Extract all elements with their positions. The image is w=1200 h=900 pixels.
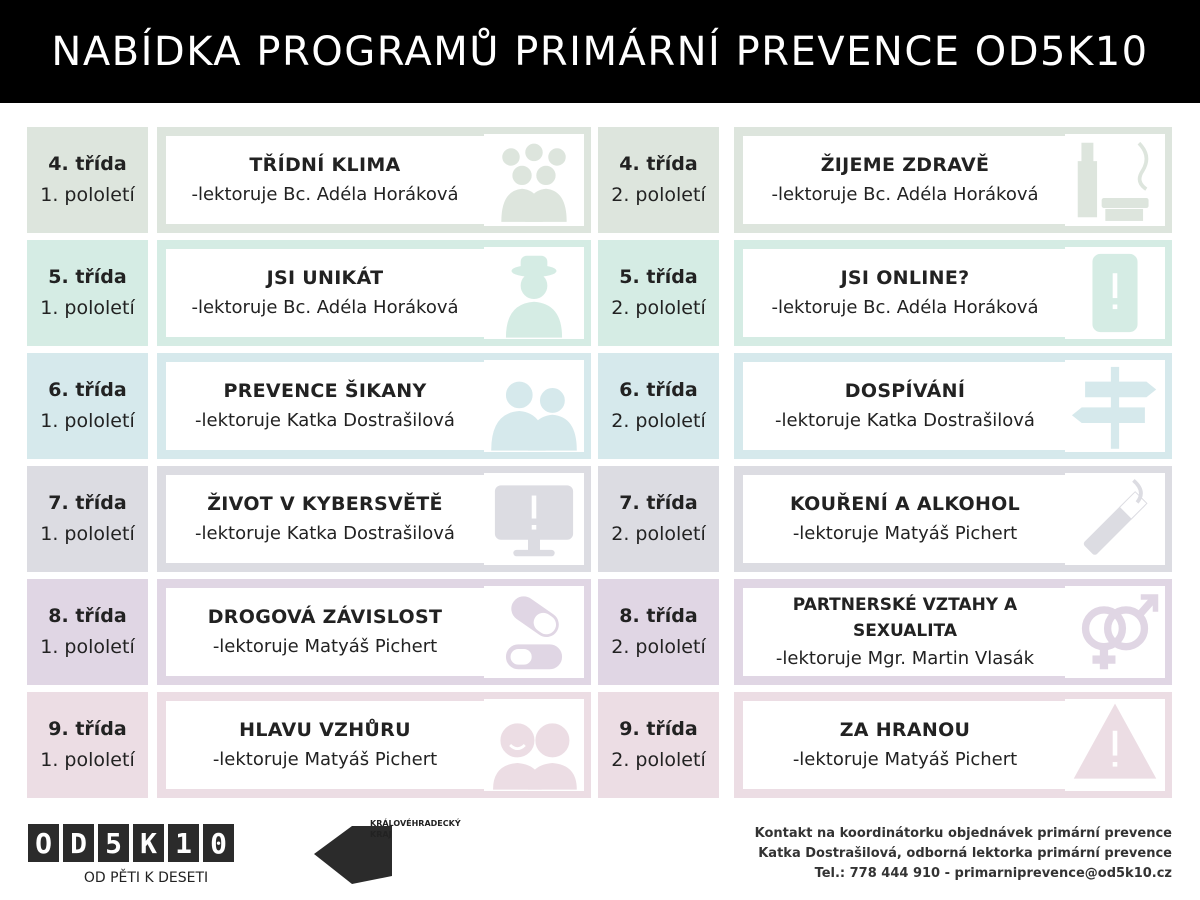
- grade-cell: [27, 466, 148, 572]
- contact-info: [755, 824, 1172, 884]
- program-lecturer: -lektoruje Bc. Adéla Horáková: [771, 184, 1039, 205]
- program-text: [166, 701, 484, 789]
- pills-icon: [488, 586, 580, 678]
- program-row: [27, 353, 591, 459]
- people-group-icon: [488, 134, 580, 226]
- logo-subtitle: OD PĚTI K DESETI: [83, 870, 209, 886]
- grade-cell: [27, 692, 148, 798]
- grade-cell: [598, 579, 719, 685]
- grade-cell: [598, 692, 719, 798]
- program-title: JSI UNIKÁT: [266, 267, 384, 289]
- program-title: PREVENCE ŠIKANY: [223, 380, 427, 402]
- grade-cell: [598, 127, 719, 233]
- grade-label: 7. třída: [619, 492, 698, 514]
- grade-label: 4. třída: [619, 153, 698, 175]
- program-row: [27, 579, 591, 685]
- warning-sign-icon: [1069, 699, 1161, 791]
- term-label: 1. pololetí: [40, 636, 135, 658]
- program-icon-box: [1065, 473, 1165, 565]
- program-icon-box: [1065, 586, 1165, 678]
- od5k10-logo: [28, 824, 264, 886]
- grade-label: 5. třída: [48, 266, 127, 288]
- program-icon-box: [1065, 699, 1165, 791]
- kraj-label: [370, 818, 461, 840]
- grade-cell: [27, 127, 148, 233]
- grade-cell: [27, 579, 148, 685]
- program-panel: [734, 579, 1172, 685]
- program-text: [743, 249, 1067, 337]
- term-label: 2. pololetí: [611, 297, 706, 319]
- grade-cell: [27, 353, 148, 459]
- program-row: [598, 127, 1172, 233]
- program-lecturer: -lektoruje Matyáš Pichert: [792, 749, 1018, 770]
- logo-letter: D: [63, 824, 94, 862]
- program-text: [743, 701, 1067, 789]
- program-panel: [734, 127, 1172, 233]
- program-icon-box: [1065, 134, 1165, 226]
- grade-label: 9. třída: [48, 718, 127, 740]
- program-panel: [157, 692, 591, 798]
- program-icon-box: [1065, 360, 1165, 452]
- grade-label: 5. třída: [619, 266, 698, 288]
- kraj-line1: KRÁLOVÉHRADECKÝ: [370, 819, 461, 828]
- program-icon-box: [484, 586, 584, 678]
- program-lecturer: -lektoruje Matyáš Pichert: [212, 636, 438, 657]
- logo-letter: O: [28, 824, 59, 862]
- program-row: [27, 240, 591, 346]
- program-row: [598, 466, 1172, 572]
- program-text: [166, 475, 484, 563]
- program-row: [27, 127, 591, 233]
- program-title: ŽIJEME ZDRAVĚ: [820, 154, 990, 176]
- program-row: [598, 692, 1172, 798]
- grade-label: 8. třída: [48, 605, 127, 627]
- program-panel: [734, 466, 1172, 572]
- program-icon-box: [484, 360, 584, 452]
- grade-label: 6. třída: [619, 379, 698, 401]
- person-hat-icon: [488, 247, 580, 339]
- contact-line2: Katka Dostrašilová, odborná lektorka primární prevence: [758, 846, 1172, 861]
- program-panel: [157, 127, 591, 233]
- program-text: [166, 249, 484, 337]
- term-label: 2. pololetí: [611, 636, 706, 658]
- program-title-line2: SEXUALITA: [853, 620, 957, 641]
- contact-line3: Tel.: 778 444 910 - primarniprevence@od5k10.cz: [814, 866, 1172, 881]
- program-text: [743, 588, 1067, 676]
- term-label: 2. pololetí: [611, 749, 706, 771]
- program-title: ZA HRANOU: [839, 719, 971, 741]
- grade-label: 8. třída: [619, 605, 698, 627]
- two-people-icon: [488, 360, 580, 452]
- program-panel: [734, 240, 1172, 346]
- program-title: KOUŘENÍ A ALKOHOL: [789, 493, 1021, 515]
- program-lecturer: -lektoruje Katka Dostrašilová: [775, 410, 1035, 431]
- program-text: [166, 362, 484, 450]
- program-icon-box: [484, 699, 584, 791]
- program-text: [743, 475, 1067, 563]
- program-lecturer: -lektoruje Matyáš Pichert: [792, 523, 1018, 544]
- program-row: [27, 692, 591, 798]
- program-text: [166, 588, 484, 676]
- program-panel: [157, 466, 591, 572]
- logo-letters: [28, 824, 264, 862]
- program-title: TŘÍDNÍ KLIMA: [249, 154, 401, 176]
- program-title: DROGOVÁ ZÁVISLOST: [207, 606, 443, 628]
- program-panel: [157, 579, 591, 685]
- logo-letter: 0: [203, 824, 234, 862]
- program-icon-box: [484, 473, 584, 565]
- contact-line1: Kontakt na koordinátorku objednávek primární prevence: [754, 826, 1172, 841]
- program-title: DOSPÍVÁNÍ: [844, 380, 966, 402]
- bottle-cigarette-icon: [1069, 134, 1161, 226]
- cigarette-icon: [1069, 473, 1161, 565]
- program-row: [598, 240, 1172, 346]
- program-panel: [157, 353, 591, 459]
- program-title: ŽIVOT V KYBERSVĚTĚ: [207, 493, 443, 515]
- page-title: NABÍDKA PROGRAMŮ PRIMÁRNÍ PREVENCE OD5K10: [51, 28, 1149, 75]
- grade-cell: [598, 466, 719, 572]
- grade-label: 6. třída: [48, 379, 127, 401]
- program-panel: [734, 353, 1172, 459]
- program-text: [743, 362, 1067, 450]
- gender-symbols-icon: [1069, 586, 1161, 678]
- program-icon-box: [484, 134, 584, 226]
- grade-label: 9. třída: [619, 718, 698, 740]
- program-row: [598, 579, 1172, 685]
- kraj-line2: KRAJ: [370, 830, 392, 839]
- program-lecturer: -lektoruje Matyáš Pichert: [212, 749, 438, 770]
- logo-letter: 5: [98, 824, 129, 862]
- logo-letter: K: [133, 824, 164, 862]
- grade-cell: [27, 240, 148, 346]
- phone-alert-icon: [1069, 247, 1161, 339]
- program-row: [598, 353, 1172, 459]
- grade-cell: [598, 240, 719, 346]
- monitor-alert-icon: [488, 473, 580, 565]
- program-lecturer: -lektoruje Bc. Adéla Horáková: [771, 297, 1039, 318]
- program-title: JSI ONLINE?: [840, 267, 970, 289]
- program-lecturer: -lektoruje Bc. Adéla Horáková: [191, 297, 459, 318]
- term-label: 1. pololetí: [40, 297, 135, 319]
- program-lecturer: -lektoruje Bc. Adéla Horáková: [191, 184, 459, 205]
- program-title: HLAVU VZHŮRU: [239, 719, 411, 741]
- term-label: 1. pololetí: [40, 749, 135, 771]
- term-label: 1. pololetí: [40, 410, 135, 432]
- program-title: PARTNERSKÉ VZTAHY A: [792, 594, 1018, 615]
- signpost-icon: [1069, 360, 1161, 452]
- term-label: 1. pololetí: [40, 184, 135, 206]
- program-row: [27, 466, 591, 572]
- program-lecturer: -lektoruje Mgr. Martin Vlasák: [775, 647, 1035, 669]
- program-panel: [157, 240, 591, 346]
- program-icon-box: [484, 247, 584, 339]
- term-label: 2. pololetí: [611, 410, 706, 432]
- program-text: [743, 136, 1067, 224]
- program-lecturer: -lektoruje Katka Dostrašilová: [195, 523, 455, 544]
- program-panel: [734, 692, 1172, 798]
- term-label: 1. pololetí: [40, 523, 135, 545]
- grade-label: 4. třída: [48, 153, 127, 175]
- term-label: 2. pololetí: [611, 523, 706, 545]
- grade-label: 7. třída: [48, 492, 127, 514]
- grade-cell: [598, 353, 719, 459]
- program-text: [166, 136, 484, 224]
- program-lecturer: -lektoruje Katka Dostrašilová: [195, 410, 455, 431]
- program-icon-box: [1065, 247, 1165, 339]
- logo-letter: 1: [168, 824, 199, 862]
- faces-icon: [488, 699, 580, 791]
- term-label: 2. pololetí: [611, 184, 706, 206]
